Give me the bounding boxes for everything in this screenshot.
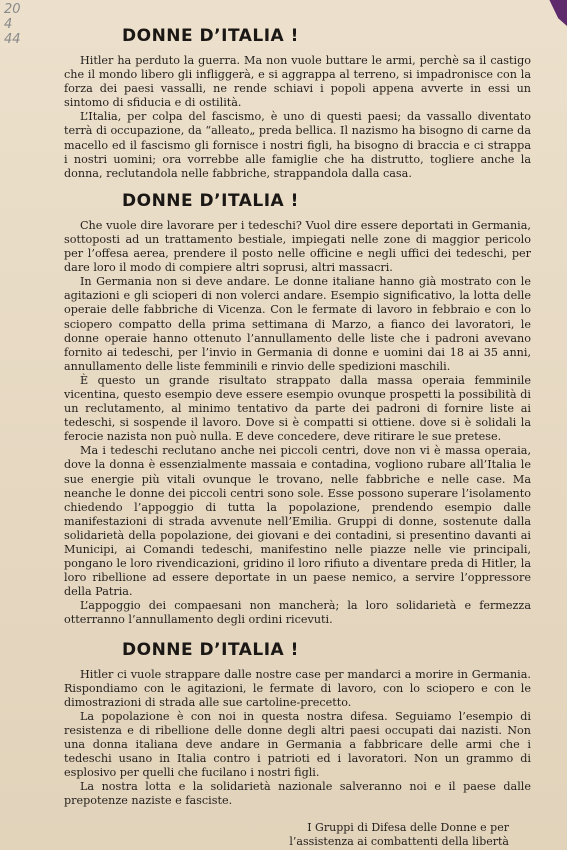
section-heading-2: DONNE D’ITALIA ! [122,190,299,211]
paragraph: In Germania non si deve andare. Le donne italiane hanno già mostrato con le agitazioni e gli scioperi di non volerci andare. Esempio significativo, la lotta delle operaie delle fabbriche di Vicenza. Con le fermate di lavoro in febbraio e con lo sciopero compatto della prima settimana di Marzo, a fianco dei lavoratori, le donne operaie hanno ottenuto l’annullamento delle liste che i padroni avevano fornito ai tedeschi, per l’invio in Germania di donne e uomini dai 18 ai 35 anni, annullamento delle liste femminili e rinvio delle spedizioni maschili. [64,275,531,373]
signature-line: l’assistenza ai combattenti della libertà [289,834,509,848]
section-heading-3: DONNE D’ITALIA ! [122,639,299,660]
paragraph: Che vuole dire lavorare per i tedeschi? Vuol dire essere deportati in Germania, sottoposti ad un trattamento bestiale, impiegati nelle zone di maggior pericolo per l’offesa aerea, prendere il posto nelle officine e negli uffici dei tedeschi, per dare loro il modo di compiere altri soprusi, altri massacri. [64,218,531,275]
signature-block [64,821,531,849]
pencil-note: 20 [4,2,21,17]
pencil-note: 4 [4,17,13,32]
corner-stamp-mark [545,0,567,26]
paragraph: Hitler ci vuole strappare dalle nostre case per mandarci a morire in Germania. Rispondiamo con le agitazioni, le fermate di lavoro, con lo sciopero e con le dimostrazioni di strada alle sue cartoline-precetto. [64,667,531,709]
pencil-note: 44 [4,32,21,47]
paragraph: È questo un grande risultato strappato dalla massa operaia femminile vicentina, questo esempio deve essere esempio ovunque prospetti la possibilità di un reclutamento, al minimo tentativo da parte dei padroni di fornire liste ai tedeschi, si sospende il lavoro. Dove si è compatti si ottiene. dove si è solidali la ferocie nazista non può nulla. E deve concedere, deve ritirare le sue pretese. [64,373,531,444]
signature-line: I Gruppi di Difesa delle Donne e per [307,820,509,834]
pencil-annotations [4,2,21,47]
paragraph: Ma i tedeschi reclutano anche nei piccoli centri, dove non vi è massa operaia, dove la donna è essenzialmente massaia e contadina, vogliono rubare all’Italia le sue energie più vitali ovunque le trovano, nelle fabbriche e nelle case. Ma neanche le donne dei piccoli centri sono sole. Esse possono superare l’isolamento chiedendo l’appoggio di tutta la popolazione, prendendo esempio dalle manifestazioni di strada avvenute nell’Emilia. Gruppi di donne, sostenute dalla solidarietà della popolazione, dei giovani e dei contadini, si presentino davanti ai Municipi, ai Comandi tedeschi, manifestino nelle piazze nelle vie principali, pongano le loro rivendicazioni, gridino il loro rifiuto a diventare preda di Hitler, la loro ribellione ad essere deportate in un paese nemico, a servire l’oppressore della Patria. [64,444,531,599]
paragraph: La popolazione è con noi in questa nostra difesa. Seguiamo l’esempio di resistenza e di ribellione delle donne degli altri paesi occupati dai nazisti. Non una donna italiana deve andare in Germania a fabbricare delle armi che i tedeschi usano in Italia contro i patrioti ed i lavoratori. Non un grammo di esplosivo per quelli che fucilano i nostri figli. [64,709,531,780]
paragraph: L’Italia, per colpa del fascismo, è uno di questi paesi; da vassallo diventato terrà di occupazione, da “alleato„ preda bellica. Il nazismo ha bisogno di carne da macello ed il fascismo gli fornisce i nostri figli, ha bisogno di braccia e ci strappa i nostri uomini; ora vorrebbe alle famiglie che ha distrutto, togliere anche la donna, reclutandola nelle fabbriche, strappandola dalla casa. [64,110,531,180]
paragraph: L’appoggio dei compaesani non mancherà; la loro solidarietà e fermezza otterranno l’annullamento degli ordini ricevuti. [64,599,531,627]
section-heading-1: DONNE D’ITALIA ! [122,26,299,46]
paragraph: La nostra lotta e la solidarietà nazionale salveranno noi e il paese dalle prepotenze naziste e fasciste. [64,780,531,808]
paragraph: Hitler ha perduto la guerra. Ma non vuole buttare le armi, perchè sa il castigo che il mondo libero gli infliggerà, e si aggrappa al terreno, si impadronisce con la forza dei paesi vassalli, ne rende schiavi i popoli appena avverte in essi un sintomo di sfiducia e di ostilità. [64,54,531,110]
